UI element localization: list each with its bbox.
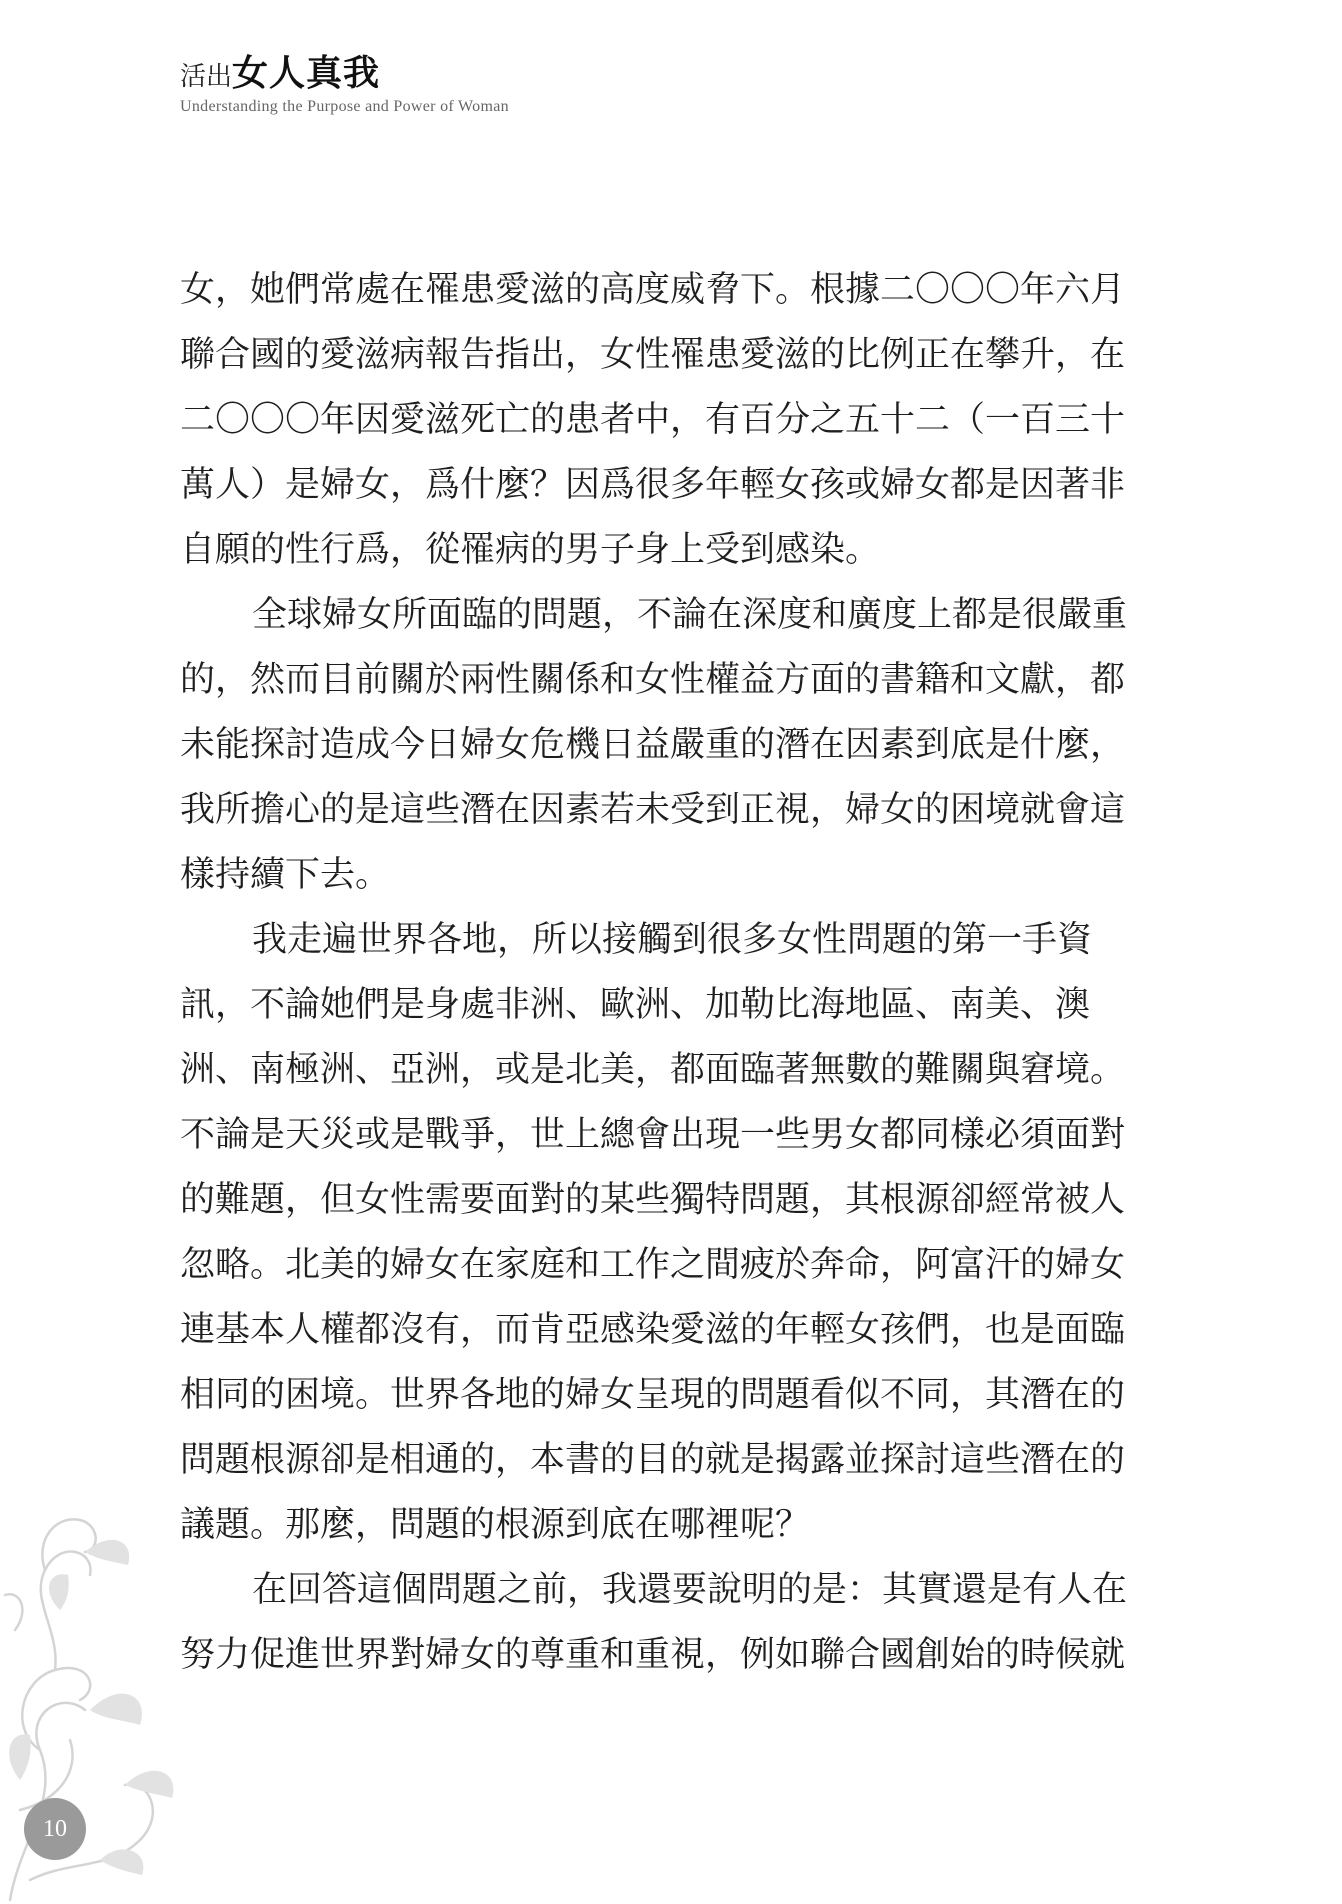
text-line: 我所擔心的是這些潛在因素若未受到正視，婦女的困境就會這 xyxy=(180,790,1126,830)
text-line: 自願的性行爲，從罹病的男子身上受到感染。 xyxy=(180,530,881,570)
book-title-prefix: 活出 xyxy=(180,62,233,92)
text-line: 努力促進世界對婦女的尊重和重視，例如聯合國創始的時候就 xyxy=(180,1635,1126,1675)
book-title-main: 女人真我 xyxy=(232,53,381,94)
book-title xyxy=(180,53,509,94)
text-line: 二〇〇〇年因愛滋死亡的患者中，有百分之五十二（一百三十 xyxy=(180,400,1126,440)
text-line: 不論是天災或是戰爭，世上總會出現一些男女都同樣必須面對 xyxy=(180,1115,1126,1155)
text-line: 相同的困境。世界各地的婦女呈現的問題看似不同，其潛在的 xyxy=(180,1375,1126,1415)
text-line: 女，她們常處在罹患愛滋的高度威脅下。根據二〇〇〇年六月 xyxy=(180,270,1126,310)
text-line: 全球婦女所面臨的問題，不論在深度和廣度上都是很嚴重 xyxy=(252,595,1128,635)
text-line: 的，然而目前關於兩性關係和女性權益方面的書籍和文獻，都 xyxy=(180,660,1126,700)
body-text xyxy=(180,258,1180,1688)
running-header xyxy=(180,53,509,116)
text-line: 在回答這個問題之前，我還要說明的是：其實還是有人在 xyxy=(252,1570,1128,1610)
text-line: 我走遍世界各地，所以接觸到很多女性問題的第一手資 xyxy=(252,920,1093,960)
text-line: 未能探討造成今日婦女危機日益嚴重的潛在因素到底是什麼， xyxy=(180,725,1126,765)
page-number: 10 xyxy=(24,1798,86,1860)
text-line: 問題根源卻是相通的，本書的目的就是揭露並探討這些潛在的 xyxy=(180,1440,1126,1480)
text-line: 聯合國的愛滋病報告指出，女性罹患愛滋的比例正在攀升，在 xyxy=(180,335,1126,375)
text-line: 訊，不論她們是身處非洲、歐洲、加勒比海地區、南美、澳 xyxy=(180,985,1091,1025)
book-subtitle: Understanding the Purpose and Power of Woman xyxy=(180,98,509,115)
text-line: 洲、南極洲、亞洲，或是北美，都面臨著無數的難關與窘境。 xyxy=(180,1050,1126,1090)
text-line: 的難題，但女性需要面對的某些獨特問題，其根源卻經常被人 xyxy=(180,1180,1126,1220)
text-line: 連基本人權都沒有，而肯亞感染愛滋的年輕女孩們，也是面臨 xyxy=(180,1310,1126,1350)
text-line: 萬人）是婦女，爲什麼？因爲很多年輕女孩或婦女都是因著非 xyxy=(180,465,1126,505)
text-line: 忽略。北美的婦女在家庭和工作之間疲於奔命，阿富汗的婦女 xyxy=(180,1245,1126,1285)
text-line: 樣持續下去。 xyxy=(180,855,391,895)
text-line: 議題。那麼，問題的根源到底在哪裡呢？ xyxy=(180,1505,811,1545)
